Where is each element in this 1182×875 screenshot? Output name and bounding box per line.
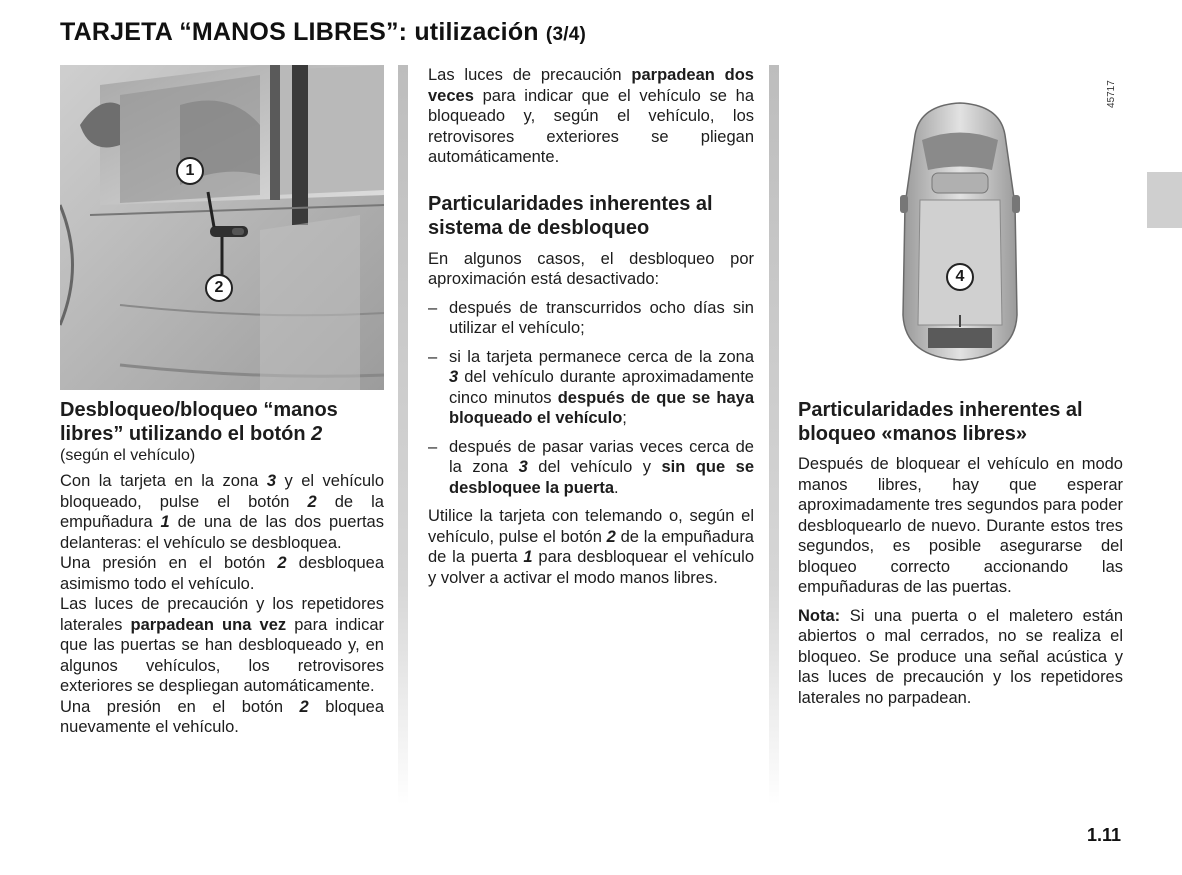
column-middle xyxy=(428,65,754,588)
paragraph-2: Una presión en el botón 2 desbloquea asimismo todo el vehículo. xyxy=(60,554,384,593)
paragraph-bloqueo: Después de bloquear el vehículo en modo manos libres, hay que esperar aproximadamente tres segundos para poder desbloquearlo de nuevo. Durante estos tres segundos, es posible asegurarse del bloqueo correcto accionando las empuñaduras de las puertas. xyxy=(798,455,1123,596)
list-item: – después de pasar varias veces cerca de la zona 3 del vehículo y sin que se desbloquee la puerta. xyxy=(428,437,754,497)
door-handle-drawing xyxy=(60,65,384,390)
heading-desbloqueo: Desbloqueo/bloqueo “manos libres” utilizando el botón 2 xyxy=(60,399,338,445)
paragraph-3: Las luces de precaución y los repetidores laterales parpadean una vez para indicar que las puertas se han desbloqueado y, en algunos vehículos, los retrovisores exteriores se despliegan automáticamente. xyxy=(60,595,384,695)
paragraph-1: Con la tarjeta en la zona 3 y el vehículo bloqueado, pulse el botón 2 de la empuñadura 1 de una de las dos puertas delanteras: el vehículo se desbloquea. xyxy=(60,472,384,552)
subtitle-vehiculo: (según el vehículo) xyxy=(60,447,196,464)
door-handle-illustration xyxy=(60,65,384,390)
heading-desbloqueo-sistema: Particularidades inherentes al sistema de desbloqueo xyxy=(428,192,713,239)
paragraph-intro: En algunos casos, el desbloqueo por aproximación está desactivado: xyxy=(428,249,754,288)
callout-4: 4 xyxy=(946,263,974,291)
car-top-view-drawing xyxy=(880,95,1040,375)
title-part: (3/4) xyxy=(545,24,586,45)
heading-bloqueo: Particularidades inherentes al bloqueo «manos libres» xyxy=(798,399,1083,445)
callout-2: 2 xyxy=(205,274,233,302)
figure-number-right: 45717 xyxy=(1106,80,1117,108)
car-top-view-illustration xyxy=(880,95,1040,375)
page-title xyxy=(60,18,586,47)
paragraph-nota: Nota: Si una puerta o el maletero están abiertos o mal cerrados, no se realiza el bloqueo. Se produce una señal acústica y las luces de precaución y los repetidores laterales no parpadean. xyxy=(798,606,1123,707)
column-separator-left xyxy=(398,65,408,805)
column-right xyxy=(798,398,1123,708)
column-left xyxy=(60,398,384,738)
paragraph-tarjeta-telemando: Utilice la tarjeta con telemando o, según el vehículo, pulse el botón 2 de la empuñadura de la puerta 1 para desbloquear el vehículo y volver a activar el modo manos libres. xyxy=(428,507,755,587)
section-tab xyxy=(1147,172,1182,228)
list-item: – después de transcurridos ocho días sin utilizar el vehículo; xyxy=(428,298,754,337)
title-text: TARJETA “MANOS LIBRES”: utilización xyxy=(60,18,539,46)
column-separator-right xyxy=(769,65,779,805)
list-item: – si la tarjeta permanece cerca de la zona 3 del vehículo durante aproximadamente cinco minutos después de que se haya bloqueado el vehículo; xyxy=(428,347,754,427)
paragraph-4: Una presión en el botón 2 bloquea nuevamente el vehículo. xyxy=(60,697,384,736)
paragraph-luces: Las luces de precaución parpadean dos veces para indicar que el vehículo se ha bloqueado y, según el vehículo, los retrovisores exteriores se pliegan automáticamente. xyxy=(428,66,754,166)
page-number: 1.11 xyxy=(1087,825,1122,845)
callout-1: 1 xyxy=(176,157,204,185)
